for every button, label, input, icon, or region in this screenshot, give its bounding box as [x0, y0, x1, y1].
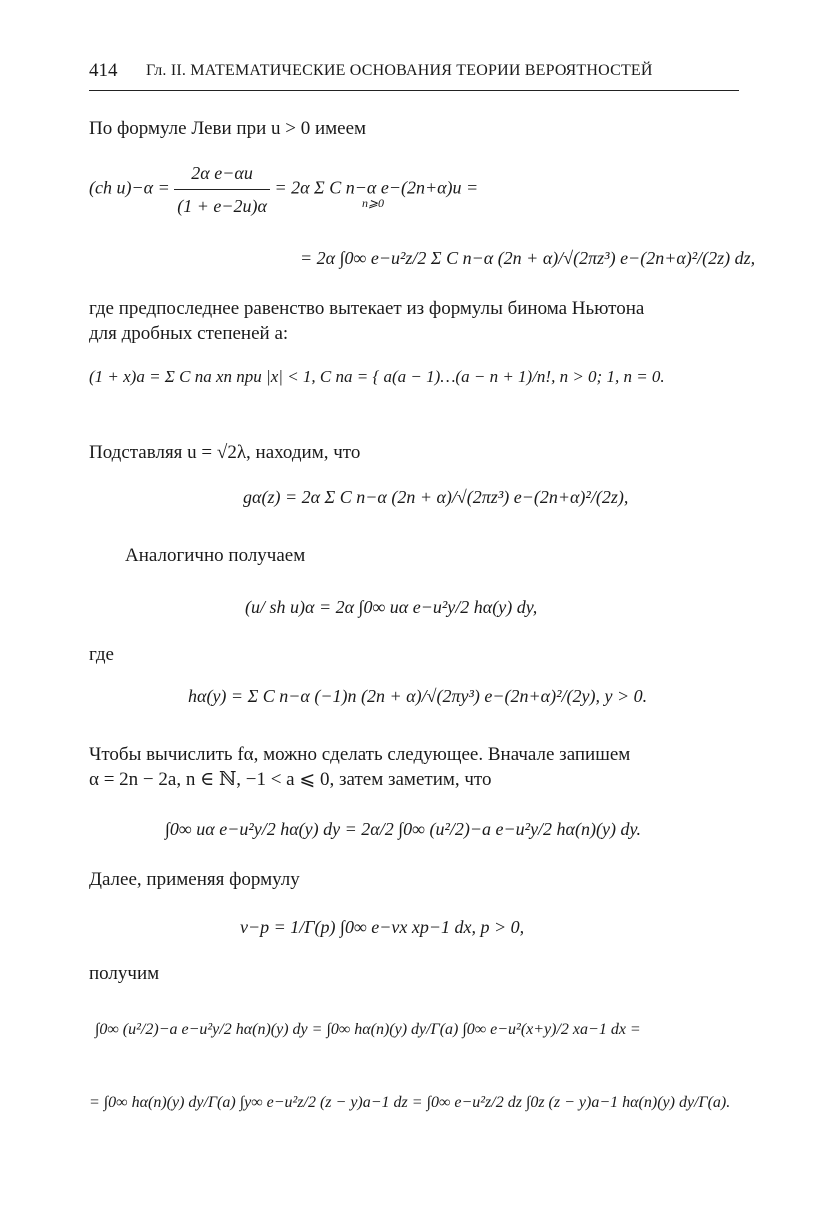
formula-ch-lhs: (ch u)−α =	[89, 177, 170, 198]
formula-final-line1: ∫0∞ (u²/2)−a e−u²y/2 hα(n)(y) dy = ∫0∞ hα(n)(y) dy/Γ(a) ∫0∞ e−u²(x+y)/2 xa−1 dx =	[95, 1021, 641, 1038]
formula-binomial: (1 + x)a = Σ C na xn при |x| < 1, C na = { a(a − 1)…(a − n + 1)/n!, n > 0; 1, n = 0.	[89, 367, 665, 386]
paragraph-substitution: Подставляя u = √2λ, находим, что	[89, 442, 361, 463]
formula-ch-sum-index: n⩾0	[362, 196, 385, 210]
formula-sh-expansion: (u/ sh u)α = 2α ∫0∞ uα e−u²y/2 hα(y) dy,	[245, 597, 538, 617]
formula-ch-expansion	[89, 157, 478, 222]
paragraph-levy: По формуле Леви при u > 0 имеем	[89, 118, 367, 139]
formula-h-alpha: hα(y) = Σ C n−α (−1)n (2n + α)/√(2πy³) e−(2n+α)²/(2y), y > 0.	[188, 686, 648, 706]
formula-final-line2: = ∫0∞ hα(n)(y) dy/Γ(a) ∫y∞ e−u²z/2 (z − y)a−1 dz = ∫0∞ e−u²z/2 dz ∫0z (z − y)a−1 hα(n)(y) dy/Γ(a).	[89, 1094, 731, 1111]
formula-ch-denominator: (1 + e−2u)α	[177, 196, 267, 216]
paragraph-analogously: Аналогично получаем	[125, 545, 306, 566]
paragraph-using-formula: Далее, применяя формулу	[89, 869, 300, 890]
chapter-title: Гл. II. МАТЕМАТИЧЕСКИЕ ОСНОВАНИЯ ТЕОРИИ ВЕРОЯТНОСТЕЙ	[146, 62, 653, 79]
paragraph-where: где	[89, 644, 114, 665]
formula-gamma: v−p = 1/Γ(p) ∫0∞ e−vx xp−1 dx, p > 0,	[240, 917, 525, 937]
paragraph-compute-line2: α = 2n − 2a, n ∈ ℕ, −1 < a ⩽ 0, затем заметим, что	[89, 769, 492, 790]
formula-ch-fraction	[174, 157, 270, 222]
formula-ch-numerator: 2α e−αu	[174, 157, 270, 190]
page-number: 414	[89, 60, 118, 81]
formula-integral-representation: = 2α ∫0∞ e−u²z/2 Σ C n−α (2n + α)/√(2πz³) e−(2n+α)²/(2z) dz,	[300, 248, 756, 268]
paragraph-binomial-line1: где предпоследнее равенство вытекает из формулы бинома Ньютона	[89, 298, 645, 319]
running-header	[89, 60, 739, 91]
paragraph-we-get: получим	[89, 963, 160, 984]
paragraph-compute-line1: Чтобы вычислить fα, можно сделать следующее. Вначале запишем	[89, 744, 631, 765]
formula-h-alpha-n: ∫0∞ uα e−u²y/2 hα(y) dy = 2α/2 ∫0∞ (u²/2)−a e−u²y/2 hα(n)(y) dy.	[165, 819, 641, 839]
formula-g-alpha: gα(z) = 2α Σ C n−α (2n + α)/√(2πz³) e−(2n+α)²/(2z),	[243, 487, 629, 507]
paragraph-binomial-line2: для дробных степеней a:	[89, 323, 289, 344]
formula-ch-rhs: = 2α Σ C n−α e−(2n+α)u =	[274, 177, 479, 198]
